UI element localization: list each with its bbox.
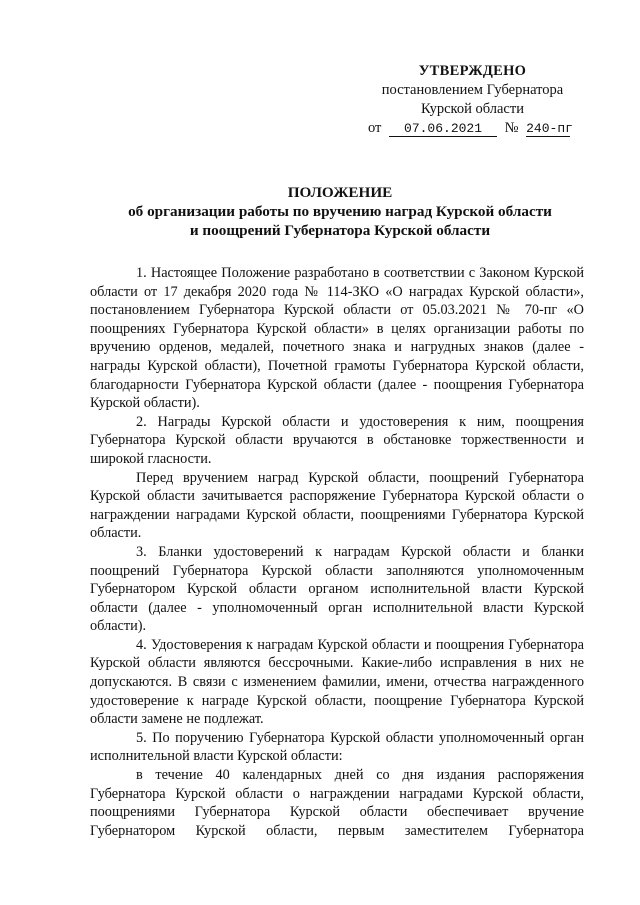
title-line-2: об организации работы по вручению наград Курской области (128, 203, 552, 220)
paragraph-6: 5. По поручению Губернатора Курской области уполномоченный орган исполнительной власти Курской области: (90, 729, 584, 765)
paragraph-3: Перед вручением наград Курской области, поощрений Губернатора Курской области зачитывается распоряжение Губернатора Курской области о награждении наградами Курской области, поощрениями Губернатора Курской области. (90, 469, 584, 542)
approval-date: 07.06.2021 (389, 121, 497, 137)
paragraph-7: в течение 40 календарных дней со дня издания распоряжения Губернатора Курской области о награждении наградами Курской области, поощрениями Губернатора Курской области обеспечивает вручение Губернатором Курской области, первым заместителем Губернатора (90, 767, 584, 839)
approval-line-1: постановлением Губернатора (381, 82, 564, 98)
approval-number: 240-пг (526, 121, 573, 136)
approval-line-2: Курской области (421, 101, 524, 117)
number-sign: № (504, 120, 519, 136)
approval-date-line (368, 119, 585, 138)
approval-header: УТВЕРЖДЕНО (418, 63, 527, 79)
date-prefix: от (368, 120, 382, 136)
paragraph-4: 3. Бланки удостоверений к наградам Курской области и бланки поощрений Губернатора Курской области заполняются уполномоченным Губернатором Курской области органом исполнительной власти Курской области (далее - уполномоченный орган исполнительной власти Курской области). (90, 543, 584, 635)
document-body (90, 264, 584, 840)
paragraph-2: 2. Награды Курской области и удостоверения к ним, поощрения Губернатора Курской области вручаются в обстановке торжественности и широкой гласности. (90, 413, 584, 467)
title-line-3: и поощрений Губернатора Курской области (189, 222, 491, 239)
document-title (95, 183, 585, 240)
paragraph-1: 1. Настоящее Положение разработано в соответствии с Законом Курской области от 17 декабря 2020 года № 114-ЗКО «О наградах Курской области», постановлением Губернатора Курской области от 05.03.2021 № 70-пг «О поощрениях Губернатора Курской области» в целях организации работы по вручению орденов, медалей, почетного знака и нагрудных знаков (далее - награды Курской области), Почетной грамоты Губернатора Курской области, благодарности Губернатора Курской области (далее - поощрения Губернатора Курской области). (90, 265, 584, 412)
title-line-1: ПОЛОЖЕНИЕ (287, 184, 393, 201)
paragraph-5: 4. Удостоверения к наградам Курской области и поощрения Губернатора Курской области являются бессрочными. Какие-либо исправления в них не допускаются. В связи с изменением фамилии, имени, отчества награжденного удостоверение к награде Курской области, поощрение Губернатора Курской области замене не подлежат. (90, 636, 584, 728)
approval-stamp (360, 62, 585, 138)
